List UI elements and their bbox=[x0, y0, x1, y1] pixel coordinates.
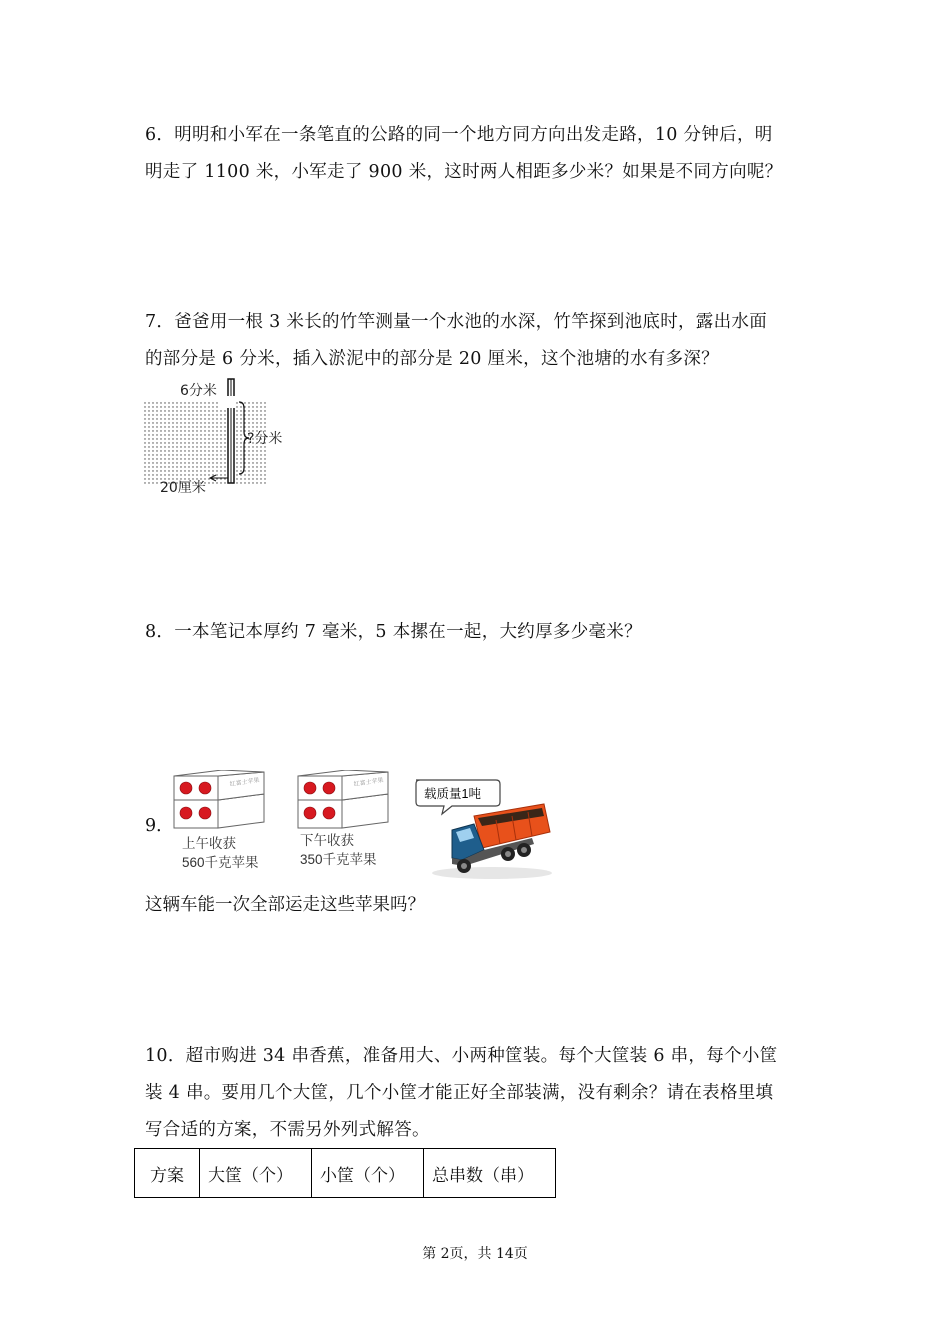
question-9-text: 这辆车能一次全部运走这些苹果吗？ bbox=[145, 895, 425, 915]
svg-text:红富士苹果: 红富士苹果 bbox=[229, 776, 261, 788]
header-small-baskets: 小筐（个） bbox=[312, 1149, 424, 1198]
question-8-text: 8．一本笔记本厚约 7 毫米，5 本摞在一起，大约厚多少毫米？ bbox=[145, 622, 642, 642]
apple-boxes-morning-icon bbox=[172, 770, 272, 830]
morning-harvest-caption bbox=[182, 834, 259, 872]
afternoon-harvest-label: 下午收获 bbox=[300, 833, 354, 848]
question-6-line-2: 明走了 1100 米，小军走了 900 米，这时两人相距多少米？如果是不同方向呢？ bbox=[145, 162, 783, 182]
question-8 bbox=[145, 614, 815, 651]
pool-diagram bbox=[140, 374, 310, 496]
svg-text:红富士苹果: 红富士苹果 bbox=[353, 776, 385, 788]
truck-capacity-label: 载质量1吨 bbox=[424, 787, 481, 801]
question-10-line-2: 装 4 串。要用几个大筐，几个小筐才能正好全部装满，没有剩余？请在表格里填 bbox=[145, 1083, 774, 1103]
plan-table bbox=[134, 1148, 556, 1198]
header-plan: 方案 bbox=[135, 1149, 200, 1198]
afternoon-harvest-caption bbox=[300, 831, 377, 869]
header-total-bunches: 总串数（串） bbox=[424, 1149, 556, 1198]
question-9-number: 9． bbox=[145, 816, 174, 836]
table-header-row bbox=[135, 1149, 556, 1198]
label-question-dm: ?分米 bbox=[247, 431, 283, 447]
morning-harvest-label: 上午收获 bbox=[182, 836, 236, 851]
question-7 bbox=[145, 304, 815, 378]
question-10-line-1: 10．超市购进 34 串香蕉，准备用大、小两种筐装。每个大筐装 6 串，每个小筐 bbox=[145, 1046, 778, 1066]
page-footer: 第 2页，共 14页 bbox=[422, 1246, 528, 1262]
question-6-line-1: 6．明明和小军在一条笔直的公路的同一个地方同方向出发走路，10 分钟后，明 bbox=[145, 125, 773, 145]
label-20cm: 20厘米 bbox=[160, 480, 206, 496]
question-7-line-2: 的部分是 6 分米，插入淤泥中的部分是 20 厘米，这个池塘的水有多深？ bbox=[145, 349, 719, 369]
afternoon-harvest-amount: 350千克苹果 bbox=[300, 852, 377, 867]
question-10 bbox=[145, 1038, 815, 1149]
dump-truck-icon bbox=[412, 778, 554, 882]
question-6 bbox=[145, 117, 815, 191]
question-7-line-1: 7．爸爸用一根 3 米长的竹竿测量一个水池的水深，竹竿探到池底时，露出水面 bbox=[145, 312, 767, 332]
morning-harvest-amount: 560千克苹果 bbox=[182, 855, 259, 870]
question-10-line-3: 写合适的方案，不需另外列式解答。 bbox=[145, 1120, 430, 1140]
apple-boxes-afternoon-icon bbox=[296, 770, 396, 830]
label-6dm: 6分米 bbox=[180, 383, 217, 399]
header-big-baskets: 大筐（个） bbox=[200, 1149, 312, 1198]
